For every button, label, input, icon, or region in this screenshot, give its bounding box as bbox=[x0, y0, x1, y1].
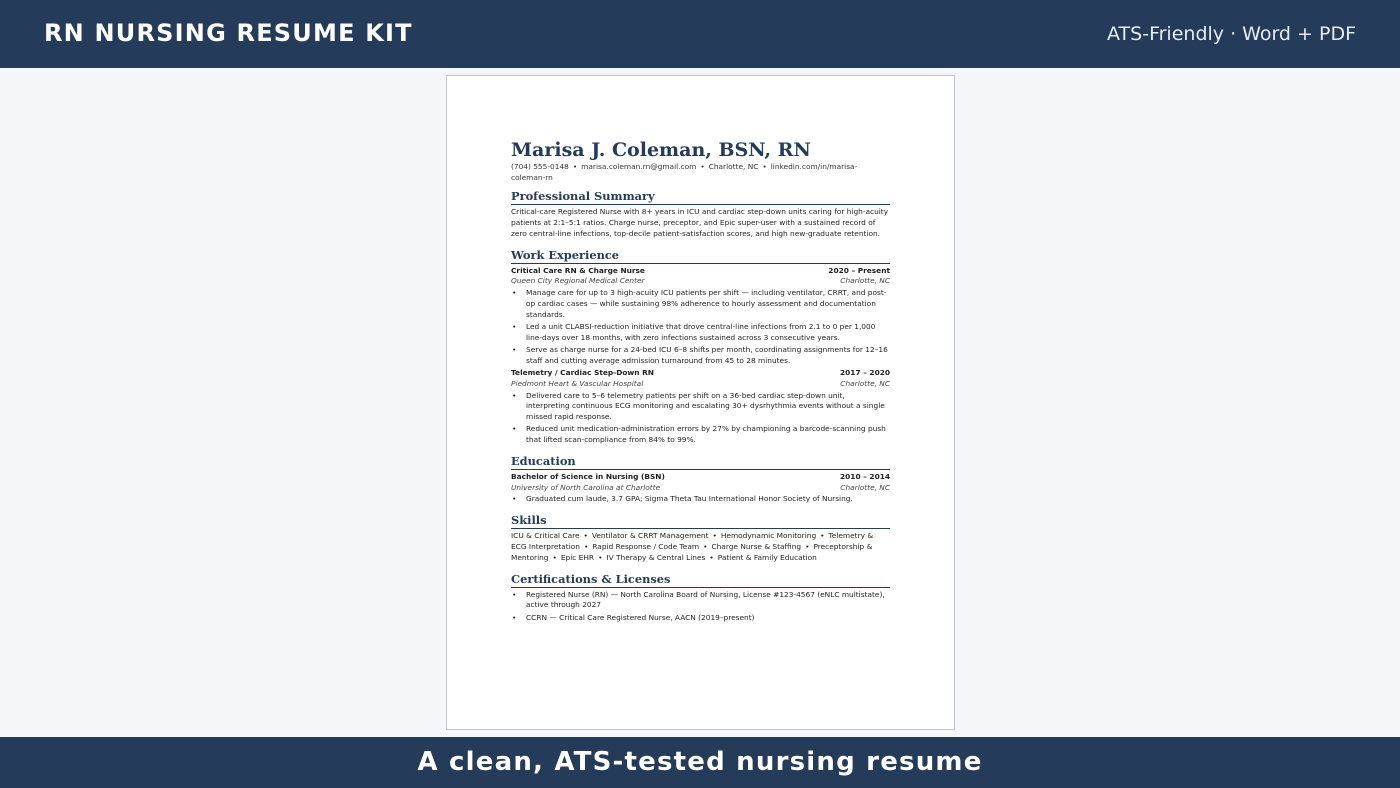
skill-separator: • bbox=[709, 552, 714, 562]
bullet-item bbox=[511, 494, 890, 505]
contact-email: marisa.coleman.rn@gmail.com bbox=[581, 162, 697, 171]
job-role: Telemetry / Cardiac Step-Down RN bbox=[511, 367, 654, 377]
bullet-text: Manage care for up to 3 high-acuity ICU patients per shift — including ventilator, CRRT, and post-op cardiac cases — while sustaining 98% adherence to hourly assessment and documentation standards. bbox=[526, 288, 887, 319]
skill-separator: • bbox=[712, 531, 717, 541]
resume-document bbox=[511, 138, 890, 625]
skill-item: Epic EHR bbox=[560, 552, 595, 562]
contact-separator: • bbox=[700, 162, 705, 171]
education-heading: Education bbox=[511, 454, 890, 470]
bullet-glyph: • bbox=[512, 390, 517, 400]
skill-item: Rapid Response / Code Team bbox=[592, 542, 700, 552]
skill-separator: • bbox=[583, 542, 589, 552]
bullet-glyph: • bbox=[512, 494, 517, 504]
summary-heading: Professional Summary bbox=[511, 189, 890, 205]
bullet-item bbox=[511, 613, 890, 624]
bullet-item bbox=[511, 288, 890, 320]
bullet-text: Serve as charge nurse for a 24-bed ICU 6–8 shifts per month, coordinating assignments for 12–16 staff and cutting average admission turnaround from 45 to 28 minutes. bbox=[526, 344, 888, 365]
bullet-glyph: • bbox=[512, 344, 517, 354]
bullet-glyph: • bbox=[512, 589, 517, 599]
bullet-text: Graduated cum laude, 3.7 GPA; Sigma Theta Tau International Honor Society of Nursing. bbox=[526, 494, 853, 504]
job-role: Critical Care RN & Charge Nurse bbox=[511, 265, 645, 275]
contact-phone: (704) 555-0148 bbox=[511, 162, 569, 171]
resume-preview-page bbox=[446, 75, 955, 730]
job-employer: Piedmont Heart & Vascular Hospital bbox=[511, 378, 644, 388]
bullet-glyph: • bbox=[512, 612, 517, 622]
education-bullets bbox=[511, 494, 890, 505]
job-bullets bbox=[511, 288, 890, 366]
certifications-heading: Certifications & Licenses bbox=[511, 572, 890, 588]
bullet-item bbox=[511, 322, 890, 344]
bullet-item bbox=[511, 424, 890, 446]
job-dates: 2020 – Present bbox=[828, 265, 890, 275]
job-dates: 2017 – 2020 bbox=[840, 367, 890, 377]
bottom-banner bbox=[0, 737, 1400, 788]
contact-linkedin: linkedin.com/in/marisa-coleman-rn bbox=[511, 162, 858, 182]
bullet-text: Registered Nurse (RN) — North Carolina Board of Nursing, License #123-4567 (eNLC multistate), active through 2027 bbox=[526, 589, 885, 610]
contact-separator: • bbox=[572, 162, 578, 171]
job-bullets bbox=[511, 391, 890, 446]
bullet-item bbox=[511, 391, 890, 423]
skill-separator: • bbox=[703, 542, 708, 552]
skill-item: IV Therapy & Central Lines bbox=[606, 552, 706, 562]
skill-separator: • bbox=[805, 542, 810, 552]
contact-location: Charlotte, NC bbox=[708, 162, 759, 171]
education-location: Charlotte, NC bbox=[840, 482, 890, 492]
education-school: University of North Carolina at Charlotte bbox=[511, 482, 661, 492]
job-employer: Queen City Regional Medical Center bbox=[511, 276, 645, 286]
skill-separator: • bbox=[552, 552, 557, 562]
skills-heading: Skills bbox=[511, 513, 890, 529]
skill-item: Patient & Family Education bbox=[717, 552, 817, 562]
education-degree: Bachelor of Science in Nursing (BSN) bbox=[511, 471, 665, 481]
candidate-name: Marisa J. Coleman, BSN, RN bbox=[511, 139, 811, 161]
format-tagline: ATS-Friendly · Word + PDF bbox=[1107, 23, 1356, 45]
job-location: Charlotte, NC bbox=[840, 378, 890, 388]
experience-heading: Work Experience bbox=[511, 248, 890, 264]
job-entry bbox=[511, 266, 890, 367]
summary-text: Critical-care Registered Nurse with 8+ years in ICU and cardiac step-down units caring for high-acuity patients at 2:1–5:1 ratios. Charge nurse, preceptor, and Epic super-user with a sustained record of zero central-line infections, top-decile patient-satisfaction scores, and high new-graduate retention. bbox=[511, 207, 889, 238]
certifications-bullets bbox=[511, 590, 890, 624]
bullet-glyph: • bbox=[512, 424, 517, 434]
job-entry bbox=[511, 368, 890, 446]
education-dates: 2010 – 2014 bbox=[840, 471, 890, 481]
skill-separator: • bbox=[820, 531, 825, 541]
brand-title: RN NURSING RESUME KIT bbox=[44, 19, 413, 47]
skill-separator: • bbox=[598, 552, 603, 562]
contact-separator: • bbox=[762, 162, 767, 171]
skills-list bbox=[511, 531, 890, 563]
skill-item: Ventilator & CRRT Management bbox=[591, 531, 709, 541]
skill-item: Preceptorship & Mentoring bbox=[511, 542, 873, 562]
job-location: Charlotte, NC bbox=[840, 276, 890, 286]
bullet-text: Reduced unit medication-administration errors by 27% by championing a barcode-scanning push that lifted scan-compliance from 84% to 99%. bbox=[526, 424, 886, 445]
bullet-text: Led a unit CLABSI-reduction initiative that drove central-line infections from 2.1 to 0 per 1,000 line-days over 18 months, with zero infections sustained across 3 consecutive years. bbox=[526, 321, 876, 342]
bullet-text: CCRN — Critical Care Registered Nurse, AACN (2019–present) bbox=[526, 612, 755, 622]
skill-separator: • bbox=[583, 531, 588, 541]
bullet-glyph: • bbox=[512, 321, 517, 331]
top-banner bbox=[0, 0, 1400, 68]
bullet-glyph: • bbox=[512, 288, 517, 298]
promo-caption: A clean, ATS-tested nursing resume bbox=[417, 747, 983, 777]
skill-item: ICU & Critical Care bbox=[511, 531, 580, 541]
bullet-text: Delivered care to 5–6 telemetry patients per shift on a 36-bed cardiac step-down unit, interpreting continuous ECG monitoring and escalating 30+ dysrhythmia events without a single missed rapid response. bbox=[526, 390, 885, 422]
skill-item: Hemodynamic Monitoring bbox=[720, 531, 817, 541]
bullet-item bbox=[511, 590, 890, 612]
contact-line bbox=[511, 162, 890, 183]
skill-item: Telemetry & ECG Interpretation bbox=[511, 531, 874, 552]
bullet-item bbox=[511, 345, 890, 367]
skill-item: Charge Nurse & Staffing bbox=[711, 542, 802, 552]
